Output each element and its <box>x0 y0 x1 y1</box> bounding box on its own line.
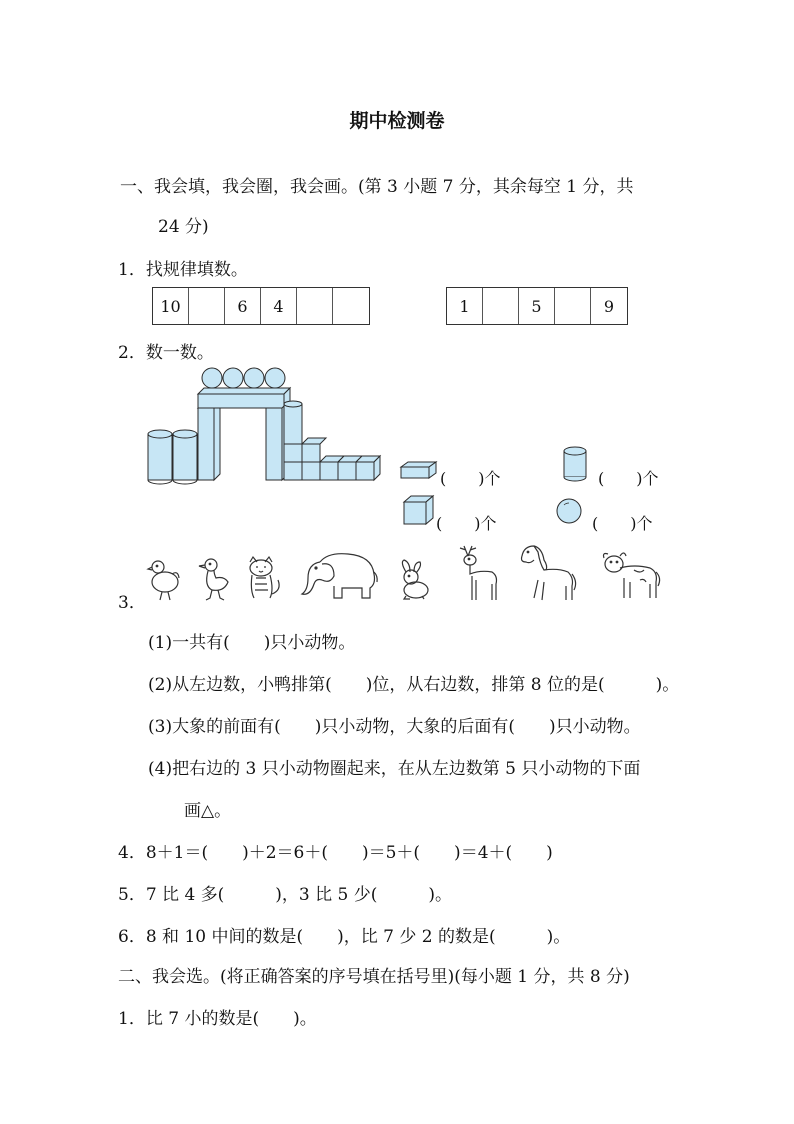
elephant-icon <box>298 550 380 602</box>
seq-left-cell[interactable] <box>297 288 333 324</box>
seq-left-cell[interactable] <box>189 288 225 324</box>
block-structure-illustration <box>146 368 386 484</box>
rabbit-icon <box>396 560 432 600</box>
q2-label: 2．数一数。 <box>118 343 214 363</box>
seq-right-cell[interactable] <box>483 288 519 324</box>
duck-icon <box>198 556 232 602</box>
q3-sub2: (2)从左边数，小鸭排第( )位，从右边数，排第 8 位的是( )。 <box>148 675 680 695</box>
cuboid-count-blank[interactable]: ( )个 <box>440 469 501 488</box>
seq-right-cell: 5 <box>519 288 555 324</box>
cylinder-count-blank[interactable]: ( )个 <box>598 469 659 488</box>
seq-right-cell[interactable] <box>555 288 591 324</box>
seq-right-cell: 9 <box>603 296 615 316</box>
section1-heading-line1: 一、我会填，我会圈，我会画。(第 3 小题 7 分，其余每空 1 分，共 <box>120 177 634 197</box>
cuboid-icon <box>400 460 438 480</box>
q1-label: 1．找规律填数。 <box>118 260 248 280</box>
q3-sub3: (3)大象的前面有( )只小动物，大象的后面有( )只小动物。 <box>148 717 641 737</box>
sequence-box-right <box>446 287 628 325</box>
q3-sub1: (1)一共有( )只小动物。 <box>148 633 356 653</box>
sequence-box-left <box>152 287 370 325</box>
q3-sub4-line2: 画△。 <box>184 801 232 821</box>
section2-q1-text: 1．比 7 小的数是( )。 <box>118 1009 317 1029</box>
cube-icon <box>403 494 437 526</box>
q5-text: 5．7 比 4 多( )，3 比 5 少( )。 <box>118 885 453 905</box>
q3-label: 3． <box>118 593 146 613</box>
seq-right-cell: 1 <box>447 288 483 324</box>
sphere-icon <box>556 498 582 524</box>
q3-sub4-line1: (4)把右边的 3 只小动物圈起来，在从左边数第 5 只小动物的下面 <box>148 759 641 779</box>
chicken-icon <box>146 558 182 602</box>
cat-icon <box>244 556 284 602</box>
q4-text: 4．8＋1＝( )＋2＝6＋( )＝5＋( )＝4＋( ) <box>118 843 553 863</box>
q6-text: 6．8 和 10 中间的数是( )，比 7 少 2 的数是( )。 <box>118 927 571 947</box>
cow-icon <box>600 548 662 602</box>
horse-icon <box>516 542 578 602</box>
seq-left-cell[interactable] <box>333 288 369 324</box>
seq-left-cell: 4 <box>261 288 297 324</box>
sphere-count-blank[interactable]: ( )个 <box>592 514 653 533</box>
page-title: 期中检测卷 <box>349 110 445 132</box>
cube-count-blank[interactable]: ( )个 <box>436 514 497 533</box>
seq-left-cell: 10 <box>153 288 189 324</box>
cylinder-icon <box>562 446 588 482</box>
section2-heading: 二、我会选。(将正确答案的序号填在括号里)(每小题 1 分，共 8 分) <box>118 967 630 987</box>
seq-left-cell: 6 <box>225 288 261 324</box>
deer-icon <box>458 544 502 602</box>
section1-heading-line2: 24 分) <box>158 217 209 237</box>
